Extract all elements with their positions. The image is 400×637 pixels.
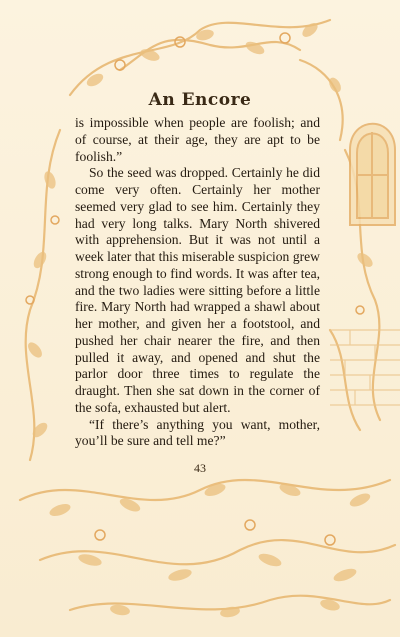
page-number: 43 — [194, 461, 206, 475]
running-head-title: An Encore — [148, 90, 252, 110]
top-vine — [70, 20, 330, 95]
paragraph-dialogue: “If there’s anything you want, mother, you’ll be sure and tell me?” — [75, 416, 320, 449]
paragraph: So the seed was dropped. Certainly he did come very often. Certainly her mother seemed very glad to see him. Certainly they had very long talks. Mary North shivered with apprehension. But it was not until a week later that this miserable suspicion grew strong enough to find words. It was after tea, and the two ladies were sitting before a little fire. Mary North had wrapped a shawl about her mother, and given her a footstool, and pushed her chair nearer the fire, and then pulled it away, and opened and shut the parlor door three times to regulate the draught. Then she sat down in the corner of the sofa, exhausted but alert. — [75, 165, 320, 415]
bottom-vine — [20, 480, 390, 500]
page-text — [75, 115, 320, 450]
paragraph-continuation: is impossible when people are foolish; and of course, at their age, they are apt to be foolish.” — [75, 115, 320, 164]
brick-wall — [330, 330, 400, 405]
arched-window — [350, 124, 395, 225]
